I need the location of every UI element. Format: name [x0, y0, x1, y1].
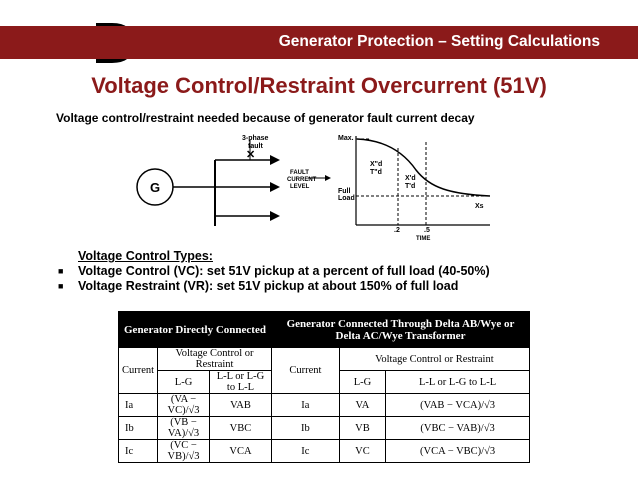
cell-current: Ic [271, 440, 339, 463]
cell-lg: (VC − VB)/√3 [158, 440, 210, 463]
generator-label: G [150, 180, 161, 195]
col-ll-left: L-L or L-G to L-L [209, 371, 271, 394]
col-current-right: Current [271, 348, 339, 394]
fault-diagram [120, 130, 500, 245]
bullet-icon: ■ [58, 281, 64, 291]
tick-label-2: .5 [424, 227, 430, 234]
col-current-left: Current [119, 348, 158, 394]
cell-ll: VAB [209, 394, 271, 417]
cell-ll: (VBC − VAB)/√3 [386, 417, 530, 440]
col-vcr-right: Voltage Control or Restraint [339, 348, 529, 371]
connection-table [118, 311, 530, 462]
slide-subtitle: Voltage control/restraint needed because of generator fault current decay [56, 111, 475, 125]
tick-label-1: .2 [394, 227, 400, 234]
curve-full1: Full [338, 188, 351, 195]
curve-td2: T"d [370, 169, 382, 176]
curve-xs: Xs [475, 203, 484, 210]
fault-label2: fault [248, 143, 263, 150]
cell-current: Ia [119, 394, 158, 417]
curve-ylabel2: CURRENT [287, 177, 317, 183]
slide-title: Voltage Control/Restraint Overcurrent (51V) [91, 73, 547, 98]
curve-max: Max. [338, 135, 354, 142]
curve-td1: T'd [405, 183, 416, 190]
col-vcr-left: Voltage Control or Restraint [158, 348, 272, 371]
cell-ll: (VCA − VBC)/√3 [386, 440, 530, 463]
list-item [58, 279, 490, 293]
curve-ylabel1: FAULT [290, 170, 309, 176]
curve-ylabel3: LEVEL [290, 184, 310, 190]
curve-xd2: X"d [370, 161, 383, 168]
types-item-vr: Voltage Restraint (VR): set 51V pickup at about 150% of full load [78, 279, 459, 293]
curve-xd1: X'd [405, 175, 416, 182]
cell-ll: VBC [209, 417, 271, 440]
table-row [119, 440, 530, 463]
bullet-icon: ■ [58, 266, 64, 276]
cell-ll: VCA [209, 440, 271, 463]
col-lg-left: L-G [158, 371, 210, 394]
curve-xlabel: TIME [416, 236, 431, 242]
cell-lg: VA [339, 394, 385, 417]
list-item [58, 264, 490, 278]
voltage-control-types [58, 249, 490, 293]
fault-x-icon: ✕ [246, 149, 256, 161]
fault-label1: 3-phase [242, 135, 269, 142]
cell-current: Ia [271, 394, 339, 417]
cell-ll: (VAB − VCA)/√3 [386, 394, 530, 417]
cell-lg: (VA − VC)/√3 [158, 394, 210, 417]
col-ll-right: L-L or L-G to L-L [386, 371, 530, 394]
cell-current: Ic [119, 440, 158, 463]
header [0, 0, 638, 62]
cell-lg: VC [339, 440, 385, 463]
cell-current: Ib [119, 417, 158, 440]
col-lg-right: L-G [339, 371, 385, 394]
cell-current: Ib [271, 417, 339, 440]
types-heading: Voltage Control Types: [78, 249, 213, 263]
cell-lg: (VB − VA)/√3 [158, 417, 210, 440]
curve-full2: Load [338, 195, 355, 202]
types-item-vc: Voltage Control (VC): set 51V pickup at a percent of full load (40-50%) [78, 264, 490, 278]
cell-lg: VB [339, 417, 385, 440]
table-row [119, 417, 530, 440]
table-row [119, 394, 530, 417]
table-header-left: Generator Directly Connected [119, 312, 272, 348]
table-header-right: Generator Connected Through Delta AB/Wye or Delta AC/Wye Transformer [271, 312, 529, 348]
header-title: Generator Protection – Setting Calculations [278, 33, 600, 50]
